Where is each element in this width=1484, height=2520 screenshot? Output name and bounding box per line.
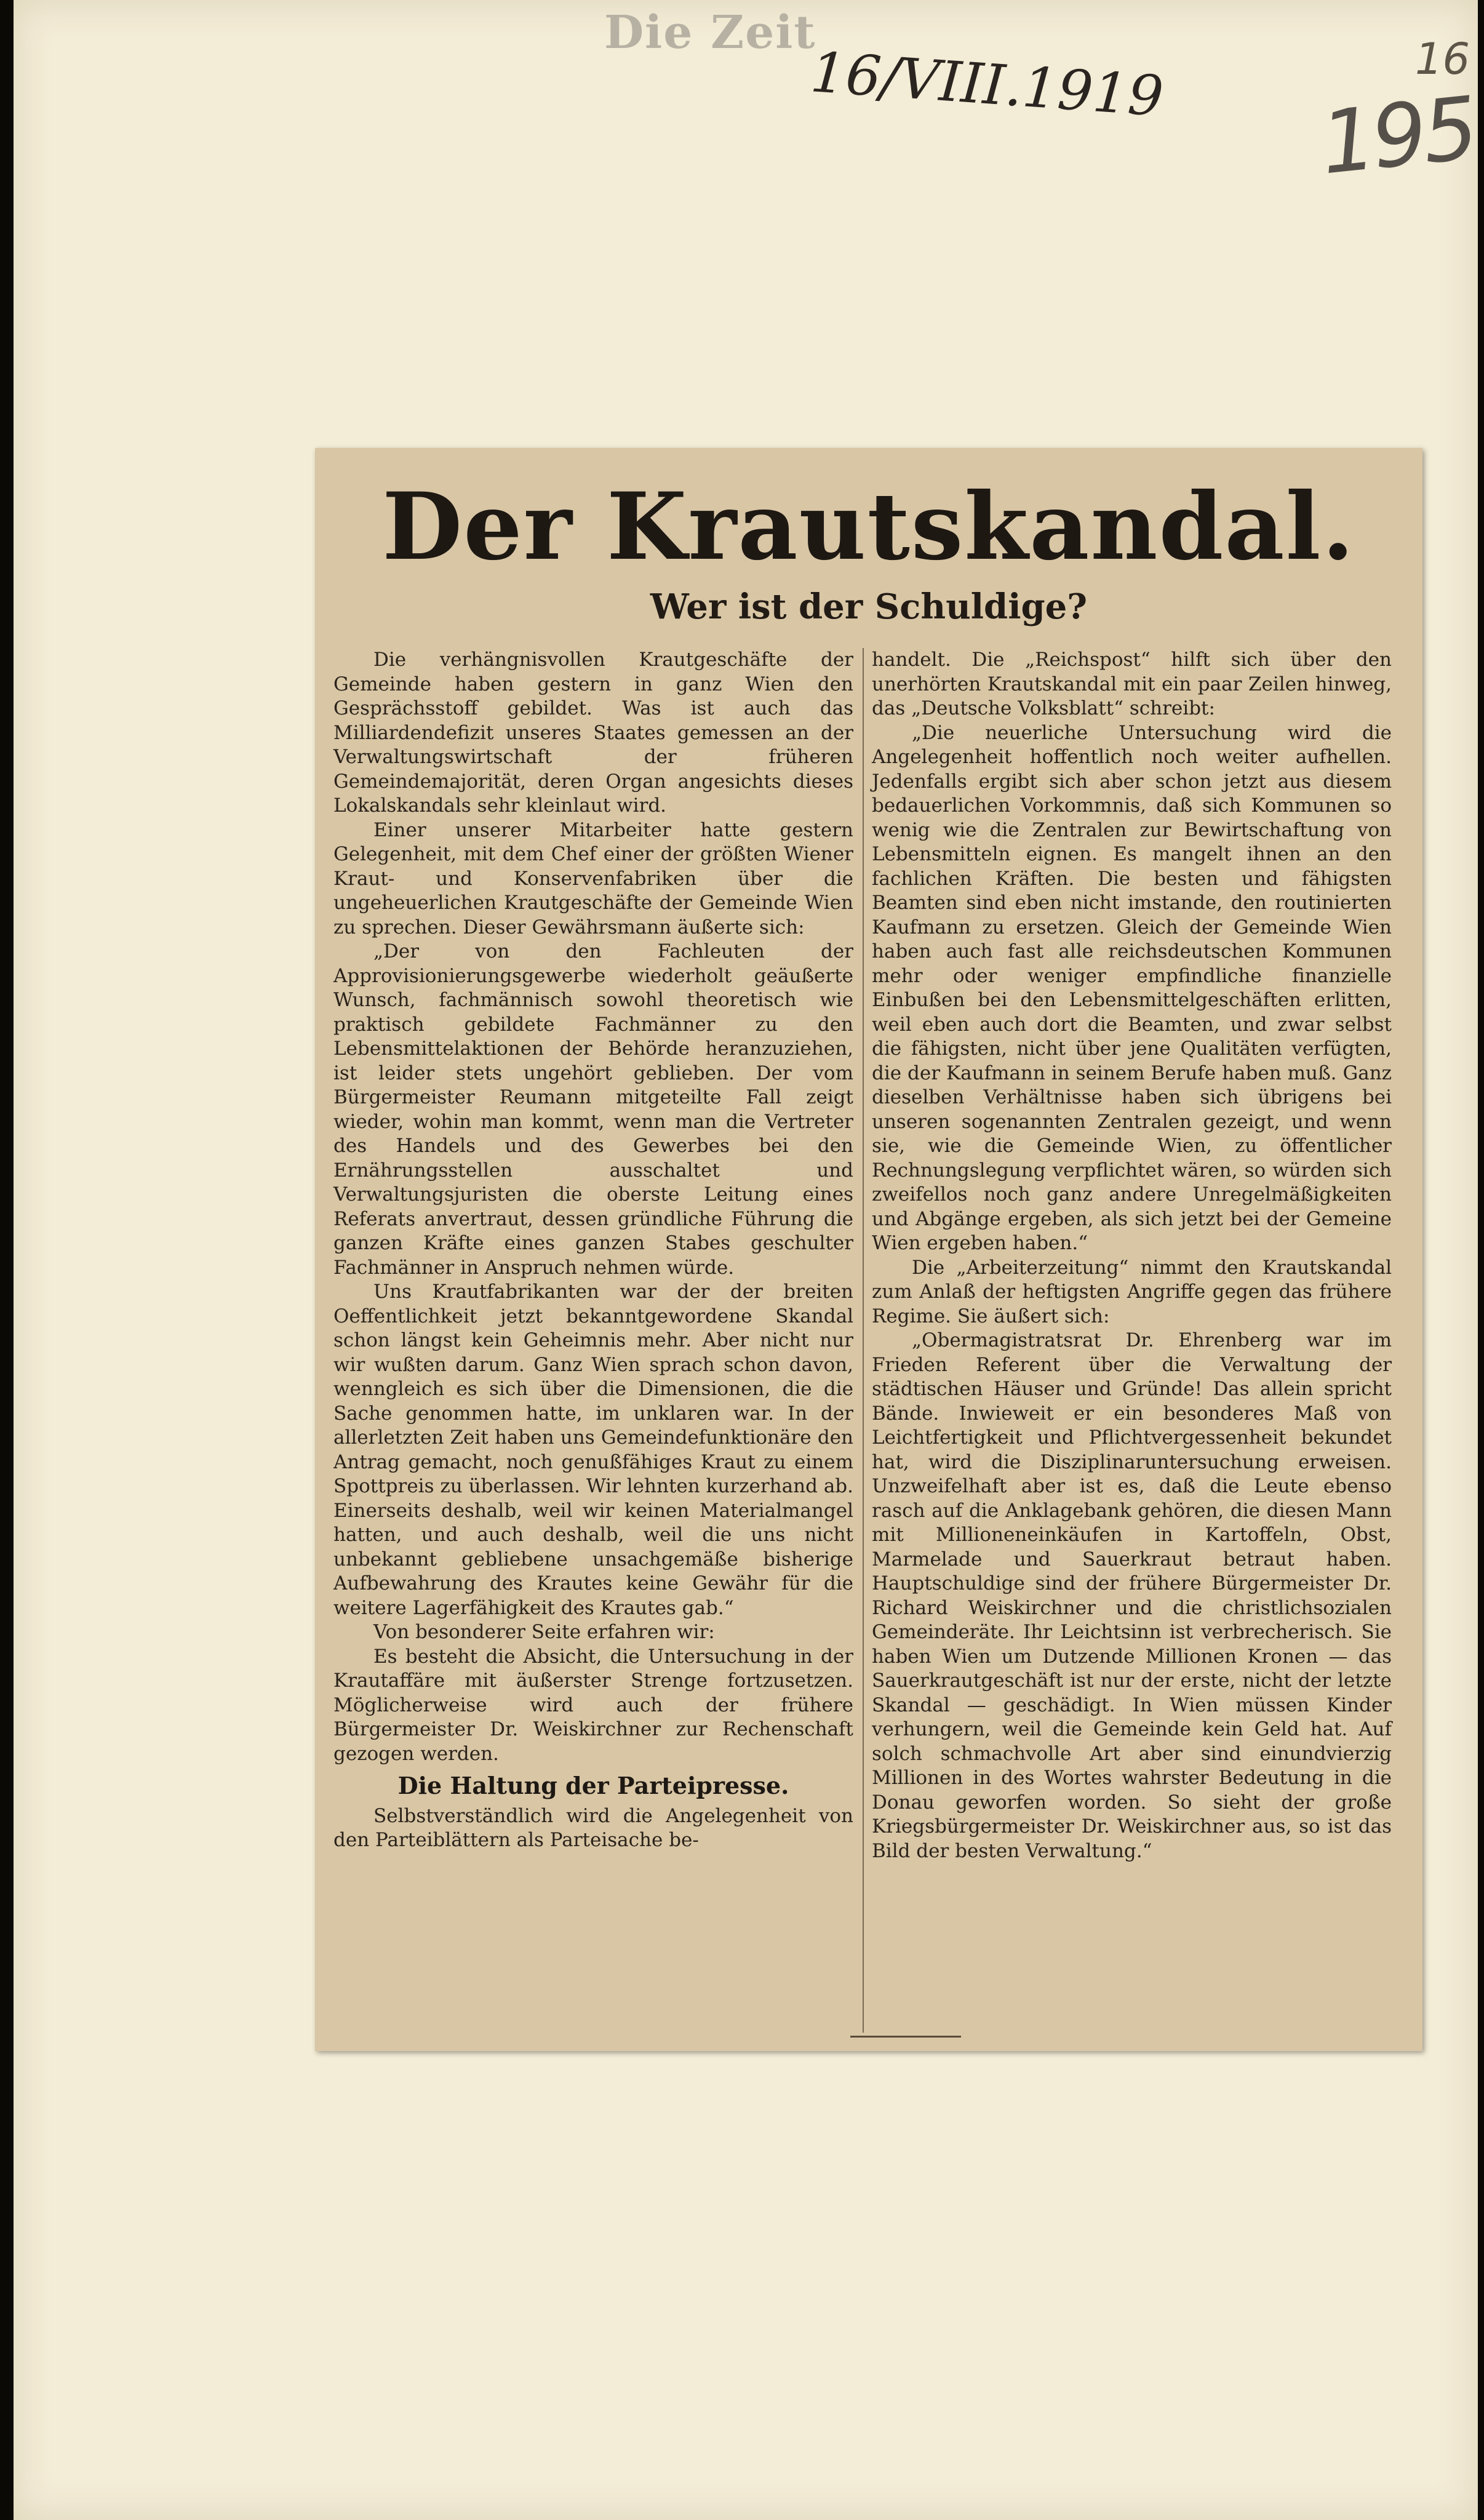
handwritten-date: 16/VIII.1919 <box>808 40 1166 129</box>
article-headline: Der Krautskandal. <box>382 473 1355 581</box>
paragraph: Selbstverständlich wird die Angelegenheit von den Parteiblättern als Parteisache be- <box>333 1804 853 1851</box>
newspaper-stamp: Die Zeit <box>604 6 816 59</box>
newspaper-clipping <box>315 448 1422 2051</box>
paragraph: Es besteht die Absicht, die Untersuchung in der Krautaffäre mit äußerster Strenge fortzusetzen. Möglicherweise wird auch der frühere Bürgermeister Dr. Weiskirchner zur Rechenschaft gezogen werden. <box>333 1645 853 1765</box>
paragraph: Von besonderer Seite erfahren wir: <box>373 1621 715 1643</box>
page-number: 16 <box>1415 34 1470 84</box>
paragraph: „Die neuerliche Untersuchung wird die Angelegenheit hoffentlich noch weiter aufhellen. Jedenfalls ergibt sich aber schon jetzt aus diesem bedauerlichen Vorkommnis, daß sich Kommunen so wenig wie die Zentralen zur Bewirtschaftung von Lebensmitteln eignen. Es mangelt ihnen an den fachlichen Kräften. Die besten und fähigsten Beamten sind eben nicht imstande, den routinierten Kaufmann zu ersetzen. Gleich der Gemeinde Wien haben auch fast alle reichsdeutschen Kommunen mehr oder weniger empfindliche finanzielle Einbußen bei den Lebensmittelgeschäften erlitten, weil eben auch dort die Beamten, und zwar selbst die fähigsten, nicht über jene Qualitäten verfügten, die der Kaufmann in seinem Berufe haben muß. Ganz dieselben Verhältnisse haben sich übrigens bei unseren sogenannten Zentralen gezeigt, und wenn sie, wie die Gemeinde Wien, zu öffentlicher Rechnungslegung verpflichtet wären, so würden sich zweifellos noch ganz andere Unregelmäßigkeiten und Abgänge ergeben, als sich jetzt bei der Gemeine Wien ergeben haben.“ <box>872 721 1392 1254</box>
article-subheadline: Wer ist der Schuldige? <box>650 586 1088 627</box>
paragraph: handelt. Die „Reichspost“ hilft sich über den unerhörten Krautskandal mit ein paar Zeilen hinweg, das „Deutsche Volksblatt“ schreibt: <box>872 649 1392 719</box>
paragraph: Einer unserer Mitarbeiter hatte gestern Gelegenheit, mit dem Chef einer der größten Wiener Kraut- und Konservenfabriken über die ungeheuerlichen Krautgeschäfte der Gemeinde Wien zu sprechen. Dieser Gewährsmann äußerte sich: <box>333 818 853 938</box>
article-column-right <box>872 648 1392 1863</box>
paragraph: Die verhängnisvollen Krautgeschäfte der Gemeinde haben gestern in ganz Wien den Gesprächsstoff gebildet. Was ist auch das Milliardendefizit unseres Staates gemessen an der Verwaltungswirtschaft der früheren Gemeindemajorität, deren Organ angesichts dieses Lokalskandals sehr kleinlaut wird. <box>333 649 853 817</box>
paragraph: „Obermagistratsrat Dr. Ehrenberg war im Frieden Referent über die Verwaltung der städtischen Häuser und Gründe! Das allein spricht Bände. Inwieweit er ein besonderes Maß von Leichtfertigkeit und Pflichtvergessenheit bekundet hat, wird die Disziplinaruntersuchung erweisen. Unzweifelhaft aber ist es, daß die Leute ebenso rasch auf die Anklagebank gehören, die diesen Mann mit Millioneneinkäufen in Kartoffeln, Obst, Marmelade und Sauerkraut betraut haben. Hauptschuldige sind der frühere Bürgermeister Dr. Richard Weiskirchner und die christlichsozialen Gemeinderäte. Ihr Leichtsinn ist verbrecherisch. Sie haben Wien um Dutzende Millionen Kronen — das Sauerkrautgeschäft ist nur der erste, nicht der letzte Skandal — geschädigt. In Wien müssen Kinder verhungern, weil die Gemeinde kein Geld hat. Auf solch schmachvolle Art aber sind einundvierzig Millionen in des Wortes wahrster Bedeutung in die Donau geworfen worden. So sieht der große Kriegsbürgermeister Dr. Weiskirchner aus, so ist das Bild der besten Verwaltung.“ <box>872 1329 1392 1862</box>
end-rule <box>850 2036 961 2038</box>
section-heading: Die Haltung der Parteipresse. <box>397 1772 789 1799</box>
column-divider <box>863 648 864 2033</box>
paragraph: Uns Krautfabrikanten war der der breiten Oeffentlichkeit jetzt bekanntgewordene Skandal schon längst kein Geheimnis mehr. Aber nicht nur wir wußten darum. Ganz Wien sprach schon davon, wenngleich es sich über die Dimensionen, die die Sache genommen hatte, im unklaren war. In der allerletzten Zeit haben uns Gemeindefunktionäre den Antrag gemacht, noch genußfähiges Kraut zu einem Spottpreis zu überlassen. Wir lehnten kurzerhand ab. Einerseits deshalb, weil wir keinen Materialmangel hatten, und auch deshalb, weil die uns nicht unbekannt gebliebene unsachgemäße bisherige Aufbewahrung des Krautes keine Gewähr für die weitere Lagerfähigkeit des Krautes gab.“ <box>333 1281 853 1619</box>
archive-number: 195 <box>1316 78 1480 194</box>
paragraph: „Der von den Fachleuten der Approvisionierungsgewerbe wiederholt geäußerte Wunsch, fachmännisch sowohl theoretisch wie praktisch gebildete Fachmänner zu den Lebensmittelaktionen der Behörde heranzuziehen, ist leider stets ungehört geblieben. Der vom Bürgermeister Reumann mitgeteilte Fall zeigt wieder, wohin man kommt, wenn man die Vertreter des Handels und des Gewerbes bei den Ernährungsstellen ausschaltet und Verwaltungsjuristen die oberste Leitung eines Referats anvertraut, dessen gründliche Führung die ganzen Kräfte eines ganzen Stabes geschulter Fachmänner in Anspruch nehmen würde. <box>333 940 853 1279</box>
paragraph: Die „Arbeiterzeitung“ nimmt den Krautskandal zum Anlaß der heftigsten Angriffe gegen das frühere Regime. Sie äußert sich: <box>872 1256 1392 1327</box>
archive-sheet <box>14 0 1478 2520</box>
article-column-left <box>333 648 853 1853</box>
